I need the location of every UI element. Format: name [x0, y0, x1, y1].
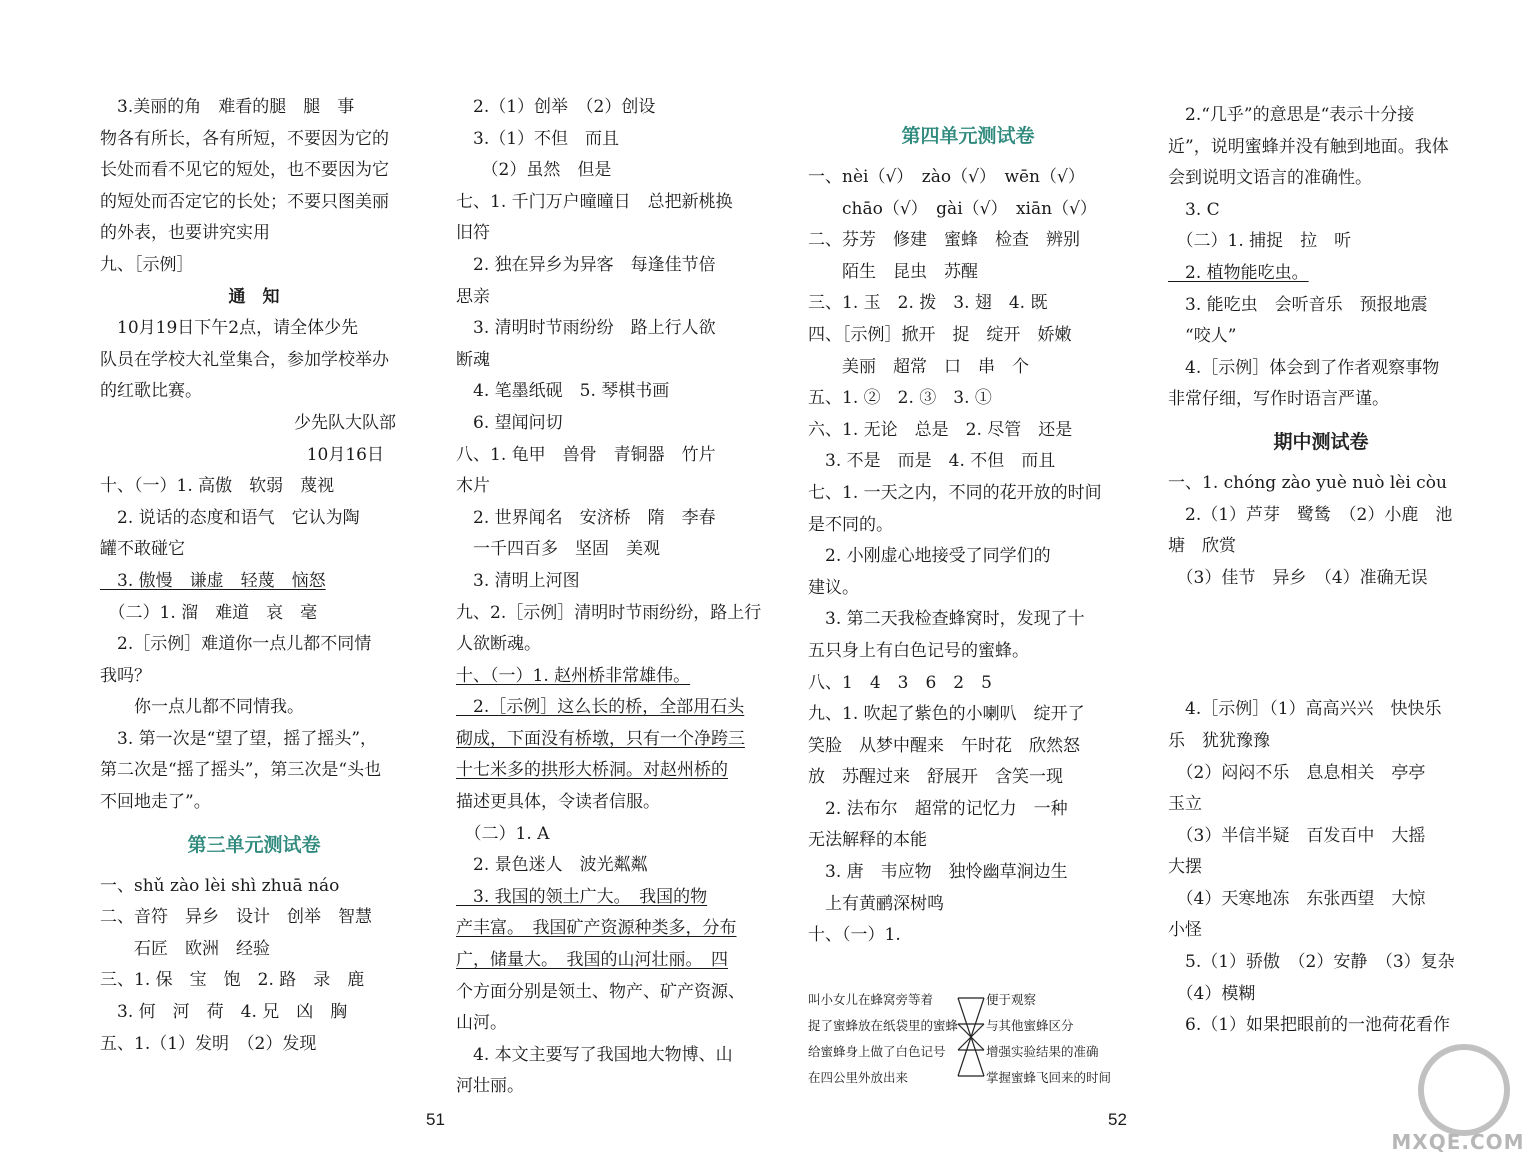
text-line: 放 苏醒过来 舒展开 含笑一现	[808, 767, 1063, 788]
text-line: 无法解释的本能	[808, 830, 927, 851]
text-line: 3. 第一次是“望了望，摇了摇头”，	[100, 728, 378, 749]
column-4	[1168, 100, 1474, 1042]
text-line: 的短处而否定它的长处；不要只图美丽	[100, 191, 389, 212]
text-line: 2. 景色迷人 波光粼粼	[456, 855, 648, 876]
text-line: 建议。	[808, 577, 859, 598]
text-line: 上有黄鹂深树鸣	[808, 893, 944, 914]
text-line: 6.（1）如果把眼前的一池荷花看作	[1168, 1015, 1451, 1036]
text-line: 山河。	[456, 1013, 507, 1034]
text-line: 3.美丽的角 难看的腿 腿 事	[100, 97, 355, 117]
text-line: 是不同的。	[808, 514, 893, 535]
text-line: 4. 笔墨纸砚 5. 琴棋书画	[456, 381, 670, 402]
text-line: 4.［示例］（1）高高兴兴 快快乐	[1168, 699, 1442, 720]
text-line: 2.［示例］这么长的桥，全部用石头	[456, 697, 745, 718]
match-left-item: 给蜜蜂身上做了白色记号	[808, 1044, 946, 1059]
text-line: 三、1. 保 宝 饱 2. 路 录 鹿	[100, 970, 365, 991]
text-line: 6. 望闻问切	[456, 412, 563, 433]
text-line: （4）天寒地冻 东张西望 大惊	[1168, 888, 1426, 909]
text-line: 2. 植物能吃虫。	[1168, 262, 1309, 283]
text-line: 八、1. 龟甲 兽骨 青铜器 竹片	[456, 444, 716, 465]
text-line: 2. 小刚虚心地接受了同学们的	[808, 546, 1051, 567]
section-title-midterm: 期中测试卷	[1273, 430, 1369, 453]
text-line: 小怪	[1168, 920, 1202, 941]
text-line: 广，储量大。 我国的山河壮丽。 四	[456, 950, 728, 971]
text-line: 五只身上有白色记号的蜜蜂。	[808, 640, 1029, 661]
text-line: 七、1. 一天之内，不同的花开放的时间	[808, 482, 1102, 503]
text-line: （3）佳节 异乡 （4）准确无误	[1168, 567, 1428, 588]
text-line: （4）模糊	[1168, 983, 1256, 1004]
text-line: 二、芬芳 修建 蜜蜂 检查 辨别	[808, 230, 1080, 251]
text-line: 玉立	[1168, 794, 1202, 815]
text-line: 2. 世界闻名 安济桥 隋 李春	[456, 507, 716, 528]
text-line: 人欲断魂。	[456, 634, 541, 655]
text-line: 长处而看不见它的短处，也不要因为它	[100, 160, 389, 181]
text-line: 3. 唐 韦应物 独怜幽草涧边生	[808, 862, 1068, 883]
text-line: 一、nèi（√） zào（√） wēn（√）	[808, 167, 1085, 187]
matching-exercise	[808, 990, 1128, 1090]
match-right-item: 增强实验结果的准确	[986, 1044, 1099, 1059]
text-line: （二）1. A	[456, 823, 550, 844]
text-line: 2.“几乎”的意思是“表示十分接	[1168, 105, 1415, 125]
text-line: 3. 第二天我检查蜂窝时，发现了十	[808, 609, 1085, 630]
text-line: 3. 清明上河图	[456, 570, 580, 591]
text-line: 2. 独在异乡为异客 每逢佳节倍	[456, 254, 716, 275]
text-line: 笑脸 从梦中醒来 午时花 欣然怒	[808, 735, 1080, 756]
text-line: 的外表，也要讲究实用	[100, 223, 270, 244]
text-line: 2.（1）芦芽 鹭鸶 （2）小鹿 池	[1168, 504, 1453, 525]
text-line: 3. C	[1168, 199, 1220, 220]
text-line: 第二次是“摇了摇头”，第三次是“头也	[100, 760, 382, 781]
notice-title: 通 知	[228, 286, 280, 307]
text-line: 一、1. chóng zào yuè nuò lèi còu	[1168, 472, 1447, 493]
notice-date: 10月16日	[306, 444, 384, 465]
text-line: 3. 我国的领土广大。 我国的物	[456, 886, 708, 907]
text-line: 九、［示例］	[100, 254, 194, 275]
polyphone-row	[1168, 644, 1474, 694]
text-line: 断魂	[456, 349, 490, 370]
page-number-right: 52	[1108, 1110, 1127, 1129]
text-line: 的红歌比赛。	[100, 381, 202, 402]
text-line: 4.［示例］体会到了作者观察事物	[1168, 357, 1440, 378]
text-line: 河壮丽。	[456, 1076, 524, 1097]
text-line: 产丰富。 我国矿产资源种类多，分布	[456, 918, 737, 939]
text-line: 十、（一）1. 高傲 软弱 蔑视	[100, 476, 335, 497]
text-line: 三、1. 玉 2. 拨 3. 翅 4. 既	[808, 293, 1048, 314]
text-line: 3. 清明时节雨纷纷 路上行人欲	[456, 318, 716, 339]
text-line: 物各有所长，各有所短，不要因为它的	[100, 128, 389, 149]
text-line: （3）半信半疑 百发百中 大摇	[1168, 825, 1426, 846]
text-line: 4. 本文主要写了我国地大物博、山	[456, 1044, 733, 1065]
text-line: 十、（一）1.	[808, 925, 901, 946]
text-line: 五、1. ② 2. ③ 3. ①	[808, 388, 992, 409]
text-line: 木片	[456, 476, 490, 497]
text-line: （二）1. 捕捉 拉 听	[1168, 231, 1352, 252]
text-line: 3.（1）不但 而且	[456, 128, 620, 149]
text-line: 十、（一）1. 赵州桥非常雄伟。	[456, 665, 691, 686]
text-line: 3. 能吃虫 会听音乐 预报地震	[1168, 294, 1428, 315]
text-line: 2.［示例］难道你一点儿都不同情	[100, 634, 372, 655]
text-line: （2）虽然 但是	[456, 160, 612, 181]
text-line: 塘 欣赏	[1168, 536, 1236, 557]
text-line: （二）1. 溜 难道 哀 毫	[100, 602, 318, 623]
watermark-circle-icon	[1418, 1044, 1510, 1136]
match-left-item: 叫小女儿在蜂窝旁等着	[808, 992, 934, 1007]
polyphone-row	[1168, 594, 1474, 644]
text-line: 九、1. 吹起了紫色的小喇叭 绽开了	[808, 704, 1085, 725]
text-line: （2）闷闷不乐 息息相关 亭亭	[1168, 762, 1426, 783]
text-line: 近”，说明蜜蜂并没有触到地面。我体	[1168, 136, 1449, 157]
text-line: 3. 不是 而是 4. 不但 而且	[808, 451, 1056, 472]
match-right-item: 与其他蜜蜂区分	[986, 1018, 1074, 1033]
text-line: 陌生 昆虫 苏醒	[808, 261, 978, 282]
text-line: 10月19日下午2点，请全体少先	[100, 318, 359, 339]
text-line: 思亲	[456, 286, 490, 307]
text-line: 个方面分别是领土、物产、矿产资源、	[456, 981, 745, 1002]
text-line: 旧符	[456, 223, 490, 244]
text-line: 六、1. 无论 总是 2. 尽管 还是	[808, 419, 1073, 440]
match-left-item: 在四公里外放出来	[808, 1070, 909, 1085]
text-line: 2. 说话的态度和语气 它认为陶	[100, 507, 360, 528]
column-2	[456, 92, 766, 1103]
text-line: 石匠 欧洲 经验	[100, 938, 270, 959]
text-line: 会到说明文语言的准确性。	[1168, 168, 1372, 189]
text-line: 非常仔细，写作时语言严谨。	[1168, 389, 1389, 410]
text-line: 2. 法布尔 超常的记忆力 一种	[808, 798, 1068, 819]
text-line: 乐 犹犹豫豫	[1168, 730, 1270, 751]
text-line: 大摆	[1168, 857, 1202, 878]
watermark-text: MXQE.COM	[1391, 1130, 1525, 1154]
page-number-left: 51	[426, 1110, 445, 1129]
text-line: 5.（1）骄傲 （2）安静 （3）复杂	[1168, 952, 1455, 973]
text-line: 描述更具体，令读者信服。	[456, 792, 660, 813]
text-line: chāo（√） gài（√） xiān（√）	[808, 198, 1097, 219]
match-right-item: 便于观察	[986, 992, 1037, 1007]
text-line: “咬人”	[1168, 326, 1237, 347]
text-line: 不回地走了”。	[100, 792, 211, 813]
text-line: 一、shǔ zào lèi shì zhuā náo	[100, 875, 340, 896]
text-line: 3. 何 河 荷 4. 兄 凶 胸	[100, 1002, 348, 1023]
text-line: 四、［示例］掀开 捉 绽开 娇嫩	[808, 324, 1072, 345]
text-line: 美丽 超常 口 串 个	[808, 356, 1029, 377]
text-line: 队员在学校大礼堂集合，参加学校举办	[100, 349, 389, 370]
text-line: 十七米多的拱形大桥洞。对赵州桥的	[456, 760, 728, 781]
watermark-logo	[1388, 1044, 1528, 1154]
text-line: 罐不敢碰它	[100, 539, 185, 560]
column-1	[100, 92, 408, 1060]
text-line: 砌成，下面没有桥墩，只有一个净跨三	[456, 728, 745, 749]
text-line: 二、音符 异乡 设计 创举 智慧	[100, 907, 372, 928]
text-line: 3. 傲慢 谦虚 轻蔑 恼怒	[100, 570, 326, 591]
text-line: 八、1 4 3 6 2 5	[808, 672, 992, 693]
column-3	[808, 110, 1128, 952]
text-line: 七、1. 千门万户曈曈日 总把新桃换	[456, 191, 733, 212]
section-title-unit3: 第三单元测试卷	[187, 833, 321, 856]
text-line: 你一点儿都不同情我。	[100, 697, 304, 718]
match-left-item: 捉了蜜蜂放在纸袋里的蜜蜂	[808, 1018, 959, 1033]
text-line: 2.（1）创举 （2）创设	[456, 97, 656, 117]
section-title-unit4: 第四单元测试卷	[901, 125, 1035, 147]
text-line: 一千四百多 坚固 美观	[456, 539, 660, 560]
notice-signature: 少先队大队部	[294, 412, 396, 433]
text-line: 我吗？	[100, 665, 151, 686]
text-line: 九、2.［示例］清明时节雨纷纷，路上行	[456, 602, 762, 623]
match-right-item: 掌握蜜蜂飞回来的时间	[986, 1070, 1112, 1085]
text-line: 五、1.（1）发明 （2）发现	[100, 1033, 317, 1054]
